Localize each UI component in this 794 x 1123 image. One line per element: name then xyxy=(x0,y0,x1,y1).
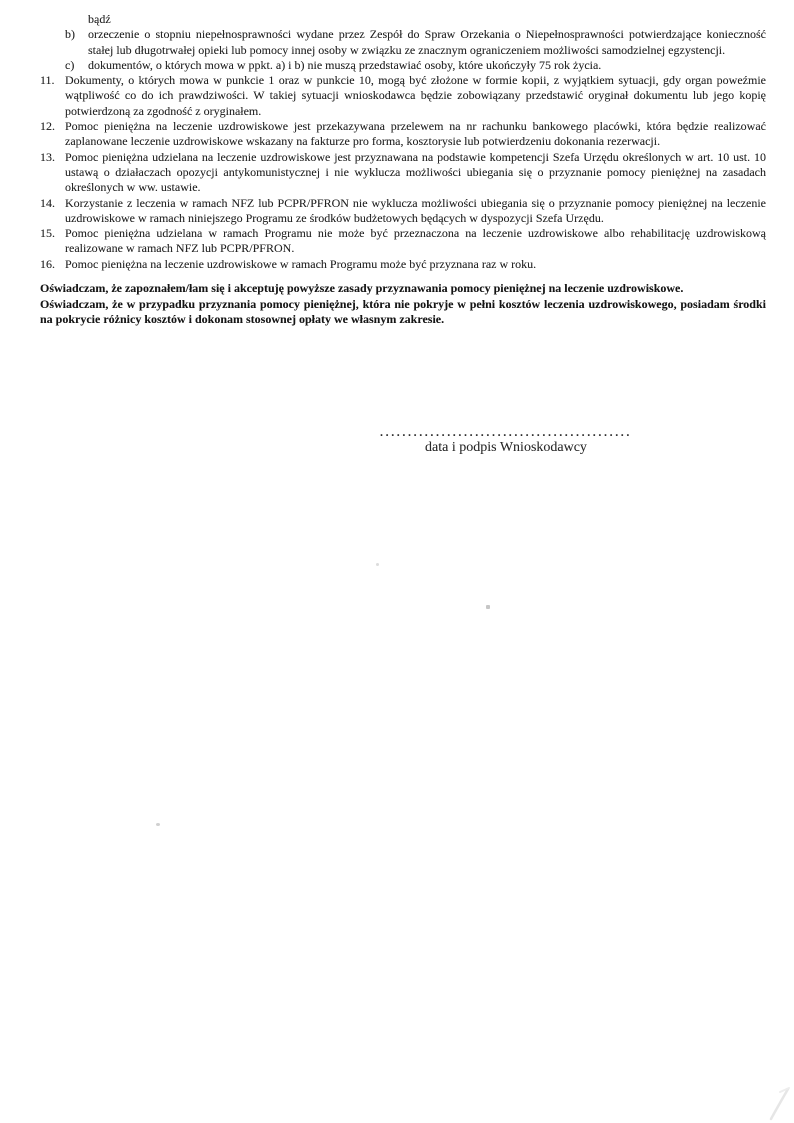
scan-speck xyxy=(376,563,379,566)
scan-speck xyxy=(156,823,160,826)
list-item-text: Pomoc pieniężna udzielana w ramach Programu nie może być przeznaczona na leczenie uzdrowiskowe albo rehabilitację uzdrowiskową realizowane w ramach NFZ lub PCPR/PFRON. xyxy=(65,226,766,256)
list-item-number: 14. xyxy=(40,195,55,210)
list-item-13 xyxy=(40,150,766,196)
document-content xyxy=(40,12,766,328)
list-item-text: dokumentów, o których mowa w ppkt. a) i b) nie muszą przedstawiać osoby, które ukończyły 75 rok życia. xyxy=(88,57,602,72)
scan-speck xyxy=(486,605,490,609)
signature-block xyxy=(372,426,640,456)
list-item-marker: b) xyxy=(65,27,75,42)
list-item-text: Pomoc pieniężna na leczenie uzdrowiskowe w ramach Programu może być przyznana raz w roku. xyxy=(65,256,537,271)
list-item-12 xyxy=(40,119,766,150)
list-item-text: Pomoc pieniężna na leczenie uzdrowiskowe jest przekazywana przelewem na nr rachunku bankowego placówki, która będzie realizować zaplanowane leczenie uzdrowiskowe wskazany na fakturze pro forma, kosztorysie lub potwierdzeniu dokonania rezerwacji. xyxy=(65,119,766,149)
list-item-b xyxy=(40,27,766,58)
list-item-text: orzeczenie o stopniu niepełnosprawności wydane przez Zespół do Spraw Orzekania o Niepełnosprawności potwierdzające konieczność stałej lub długotrwałej opieki lub pomocy innej osoby w związku ze znacznym ograniczeniem możliwości samodzielnej egzystencji. xyxy=(88,27,766,57)
signature-caption: data i podpis Wnioskodawcy xyxy=(425,440,587,455)
list-item-text: Pomoc pieniężna udzielana na leczenie uzdrowiskowe jest przyznawana na podstawie kompetencji Szefa Urzędu określonych w art. 10 ust. 10 ustawą o działaczach opozycji antykomunistycznej i nie wyklucza możliwości ubiegania się o przyznanie pomocy pieniężnej na zasadach określonych w ww. ustawie. xyxy=(65,149,766,195)
list-item-16 xyxy=(40,257,766,272)
signature-dotted-line: ............................................. xyxy=(380,426,632,438)
list-item-text: Dokumenty, o których mowa w punkcie 1 oraz w punkcie 10, mogą być złożone w formie kopii, z wyjątkiem sytuacji, gdy organ poweźmie wątpliwość co do ich prawdziwości. W takiej sytuacji wnioskodawca będzie zobowiązany przedstawić oryginał dokumentu lub jego kopię potwierdzoną za zgodność z oryginałem. xyxy=(65,73,766,118)
list-item-number: 13. xyxy=(40,149,55,164)
declarations-section xyxy=(40,281,766,328)
list-item-number: 16. xyxy=(40,256,55,271)
list-item-14 xyxy=(40,196,766,227)
list-intro-fragment: bądź xyxy=(88,12,111,26)
declaration-paragraph: Oświadczam, że zapoznałem/łam się i akceptuję powyższe zasady przyznawania pomocy pieniężnej na leczenie uzdrowiskowe. xyxy=(40,281,684,296)
list-item-number: 12. xyxy=(40,119,55,134)
list-item-15 xyxy=(40,226,766,257)
declaration-paragraph: Oświadczam, że w przypadku przyznania pomocy pieniężnej, która nie pokryje w pełni kosztów leczenia uzdrowiskowego, posiadam środki na pokrycie różnicy kosztów i dokonam stosownej opłaty we własnym zakresie. xyxy=(40,296,766,327)
list-item-number: 11. xyxy=(40,73,55,88)
list-item-11 xyxy=(40,73,766,119)
list-item-marker: c) xyxy=(65,57,75,72)
list-item-c xyxy=(40,58,766,73)
faint-pen-mark xyxy=(752,1078,792,1123)
list-item-text: Korzystanie z leczenia w ramach NFZ lub PCPR/PFRON nie wyklucza możliwości ubiegania się o przyznanie pomocy pieniężnej na leczenie uzdrowiskowe w ramach niniejszego Programu ze środków budżetowych będących w dyspozycji Szefa Urzędu. xyxy=(65,195,766,225)
list-item-number: 15. xyxy=(40,226,55,241)
